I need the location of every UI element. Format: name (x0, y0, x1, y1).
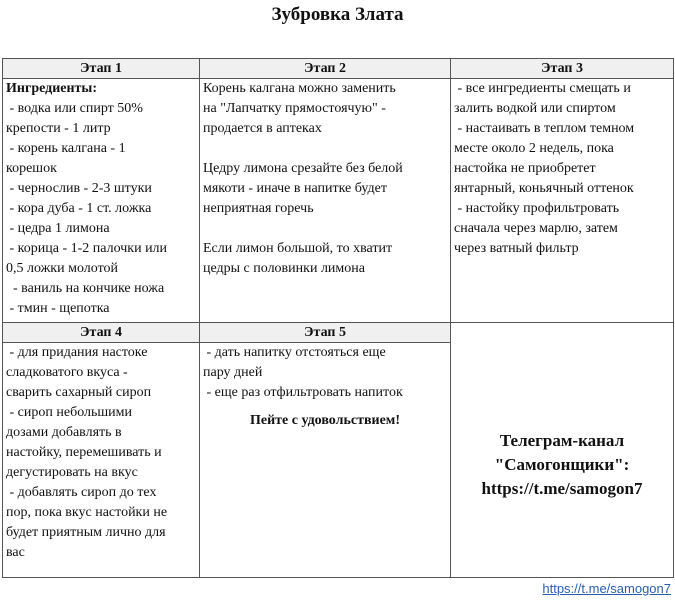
text-line: пару дней (203, 365, 263, 380)
text-line: - сироп небольшими (6, 405, 132, 420)
header-stage-1: Этап 1 (3, 59, 200, 79)
text-line: - кора дуба - 1 ст. ложка (6, 201, 152, 216)
text-line: - еще раз отфильтровать напиток (203, 385, 403, 400)
telegram-line-3: https://t.me/samogon7 (481, 478, 643, 498)
text-line: Если лимон большой, то хватит (203, 241, 393, 256)
text-line: - все ингредиенты смещать и (454, 81, 631, 96)
ingredients-heading: Ингредиенты: (6, 81, 98, 96)
text-line: крепости - 1 литр (6, 121, 111, 136)
text-line: вас (6, 545, 25, 560)
text-line: цедры с половинки лимона (203, 261, 365, 276)
text-line: дегустировать на вкус (6, 465, 138, 480)
text-line: - цедра 1 лимона (6, 221, 110, 236)
enjoy-text: Пейте с удовольствием! (250, 413, 400, 428)
header-stage-3: Этап 3 (451, 59, 674, 79)
text-line: настойку, перемешивать и (6, 445, 162, 460)
text-line: мякоти - иначе в напитке будет (203, 181, 387, 196)
text-line: продается в аптеках (203, 121, 322, 136)
stage-5-cell (200, 343, 451, 578)
header-stage-4: Этап 4 (3, 323, 200, 343)
telegram-line-2: "Самогонщики": (494, 454, 630, 474)
text-line: сварить сахарный сироп (6, 385, 152, 400)
text-line: Цедру лимона срезайте без белой (203, 161, 403, 176)
text-line (203, 219, 447, 239)
footer-link[interactable]: https://t.me/samogon7 (542, 581, 671, 596)
telegram-line-1: Телеграм-канал (499, 430, 625, 450)
text-line: неприятная горечь (203, 201, 314, 216)
text-line: янтарный, коньячный оттенок (454, 181, 634, 196)
text-line (203, 139, 447, 159)
header-empty (451, 323, 674, 343)
text-line: будет приятным лично для (6, 525, 166, 540)
text-line: - ваниль на кончике ножа (6, 281, 165, 296)
text-line: - корица - 1-2 палочки или (6, 241, 168, 256)
text-line: - тмин - щепотка (6, 301, 110, 316)
text-line: пор, пока вкус настойки не (6, 505, 168, 520)
text-line: - корень калгана - 1 (6, 141, 126, 156)
text-line: - дать напитку отстояться еще (203, 345, 386, 360)
recipe-table (2, 58, 674, 578)
text-line: месте около 2 недель, пока (454, 141, 614, 156)
text-line: - настойку профильтровать (454, 201, 620, 216)
text-line: корешок (6, 161, 57, 176)
stage-4-cell (3, 343, 200, 578)
text-line: сначала через марлю, затем (454, 221, 618, 236)
text-line: настойка не приобретет (454, 161, 596, 176)
text-line: 0,5 ложки молотой (6, 261, 119, 276)
stage-3-cell (451, 79, 674, 323)
text-line: - настаивать в теплом темном (454, 121, 635, 136)
text-line: сладковатого вкуса - (6, 365, 128, 380)
text-line: через ватный фильтр (454, 241, 579, 256)
stage-1-cell (3, 79, 200, 323)
stage-2-cell (200, 79, 451, 323)
page-title: Зубровка Злата (271, 4, 404, 25)
text-line: залить водкой или спиртом (454, 101, 616, 116)
header-stage-2: Этап 2 (200, 59, 451, 79)
text-line: - водка или спирт 50% (6, 101, 143, 116)
text-line: - чернослив - 2-3 штуки (6, 181, 152, 196)
telegram-cell (451, 343, 674, 578)
text-line: - добавлять сироп до тех (6, 485, 157, 500)
text-line: - для придания настоке (6, 345, 148, 360)
text-line: дозами добавлять в (6, 425, 122, 440)
text-line: Корень калгана можно заменить (203, 81, 396, 96)
header-stage-5: Этап 5 (200, 323, 451, 343)
text-line: на "Лапчатку прямостоячую" - (203, 101, 386, 116)
